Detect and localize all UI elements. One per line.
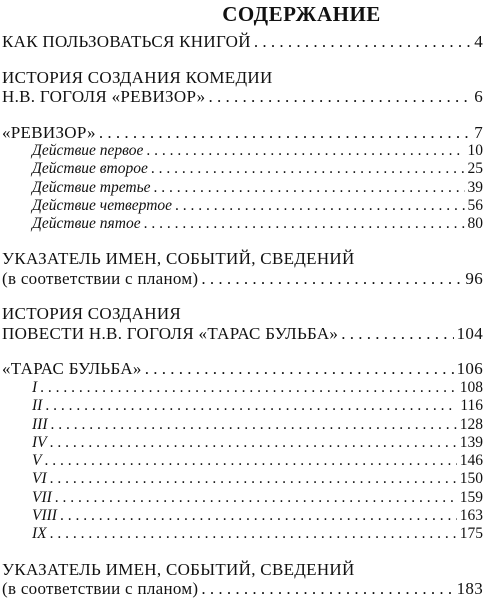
table-of-contents	[2, 32, 483, 599]
toc-entry-index-2[interactable]	[2, 579, 483, 599]
page-title: СОДЕРЖАНИЕ	[222, 2, 381, 26]
dot-leader	[208, 87, 471, 107]
toc-page-number: 128	[459, 415, 483, 433]
dot-leader	[151, 160, 465, 178]
toc-page-number: 150	[459, 470, 483, 488]
dot-leader	[99, 123, 471, 143]
dot-leader	[201, 269, 462, 289]
toc-entry-label: УКАЗАТЕЛЬ ИМЕН, СОБЫТИЙ, СВЕДЕНИЙ	[2, 559, 355, 579]
dot-leader	[51, 416, 457, 434]
toc-entry-label: УКАЗАТЕЛЬ ИМЕН, СОБЫТИЙ, СВЕДЕНИЙ	[2, 249, 355, 269]
toc-entry-act-2[interactable]	[2, 160, 483, 178]
toc-entry-label: IV	[32, 433, 47, 451]
dot-leader	[50, 434, 457, 452]
toc-entry-label: «РЕВИЗОР»	[2, 122, 96, 142]
toc-entry-label: VII	[32, 488, 52, 506]
toc-page-number: 108	[459, 378, 483, 396]
toc-entry-label: КАК ПОЛЬЗОВАТЬСЯ КНИГОЙ	[2, 32, 251, 51]
toc-entry-act-1[interactable]	[2, 142, 483, 160]
toc-page-number: 159	[459, 488, 483, 506]
toc-entry-label: ПОВЕСТИ Н.В. ГОГОЛЯ «ТАРАС БУЛЬБА»	[2, 323, 339, 343]
toc-entry-label: Действие первое	[32, 142, 144, 159]
toc-page-number: 80	[467, 215, 483, 233]
toc-entry-label: ИСТОРИЯ СОЗДАНИЯ	[2, 304, 182, 324]
toc-entry-label: ИСТОРИЯ СОЗДАНИЯ КОМЕДИИ	[2, 67, 273, 87]
toc-entry-label: II	[32, 397, 43, 415]
toc-page-number: 96	[465, 268, 483, 288]
toc-entry-chapter-2[interactable]	[2, 397, 483, 415]
toc-page-number: 104	[456, 323, 483, 343]
toc-page-number: 116	[460, 397, 483, 415]
toc-entry-label: «ТАРАС БУЛЬБА»	[2, 359, 142, 379]
toc-entry-label: Действие второе	[32, 160, 148, 178]
toc-page-number: 4	[474, 32, 483, 51]
toc-page-number: 39	[467, 178, 483, 196]
toc-page-number: 7	[474, 122, 483, 142]
dot-leader	[201, 579, 453, 599]
toc-entry-revizor[interactable]	[2, 123, 483, 143]
toc-entry-label: I	[32, 378, 38, 396]
toc-entry-chapter-7[interactable]	[2, 489, 483, 507]
dot-leader	[154, 179, 465, 197]
toc-entry-label: VIII	[32, 507, 57, 525]
toc-entry-label: Действие пятое	[32, 215, 141, 233]
toc-entry-chapter-4[interactable]	[2, 434, 483, 452]
toc-entry-chapter-3[interactable]	[2, 416, 483, 434]
toc-entry-act-3[interactable]	[2, 179, 483, 197]
toc-page-number: 175	[459, 525, 483, 543]
toc-entry-label: (в соответствии с планом)	[2, 268, 199, 288]
toc-page-number: 146	[459, 452, 483, 470]
dot-leader	[60, 507, 457, 525]
toc-entry-heading-line	[2, 249, 483, 269]
toc-entry-chapter-8[interactable]	[2, 507, 483, 525]
toc-entry-index-1[interactable]	[2, 269, 483, 289]
dot-leader	[44, 452, 456, 470]
toc-page-number: 56	[467, 196, 483, 214]
toc-entry-heading-line	[2, 304, 483, 324]
toc-page-number: 139	[459, 433, 483, 451]
toc-page-number: 6	[474, 87, 483, 106]
toc-entry-heading-line	[2, 68, 483, 88]
toc-entry-label: Н.В. ГОГОЛЯ «РЕВИЗОР»	[2, 87, 206, 106]
dot-leader	[146, 142, 464, 160]
toc-entry-label: IX	[32, 525, 47, 543]
toc-page-number: 25	[467, 160, 483, 178]
dot-leader	[40, 379, 457, 397]
toc-entry-label: (в соответствии с планом)	[2, 579, 199, 599]
toc-entry-label: V	[32, 452, 42, 470]
toc-entry-label: Действие четвертое	[32, 196, 173, 214]
toc-entry-chapter-6[interactable]	[2, 470, 483, 488]
dot-leader	[145, 359, 454, 379]
dot-leader	[50, 470, 457, 488]
toc-entry-act-4[interactable]	[2, 197, 483, 215]
toc-page-number: 10	[467, 142, 483, 159]
dot-leader	[144, 215, 465, 233]
toc-entry-label: III	[32, 415, 48, 433]
toc-entry-chapter-9[interactable]	[2, 525, 483, 543]
toc-entry-act-5[interactable]	[2, 215, 483, 233]
dot-leader	[45, 397, 457, 415]
toc-page-number: 163	[459, 507, 483, 525]
toc-page-number: 106	[456, 359, 483, 379]
dot-leader	[175, 197, 464, 215]
toc-entry-how-to-use[interactable]	[2, 32, 483, 52]
toc-page-number: 183	[456, 579, 483, 599]
dot-leader	[341, 324, 453, 344]
toc-entry-taras[interactable]	[2, 359, 483, 379]
toc-entry-heading-line	[2, 560, 483, 580]
toc-entry-revizor-history[interactable]	[2, 87, 483, 107]
dot-leader	[50, 525, 457, 543]
toc-entry-chapter-5[interactable]	[2, 452, 483, 470]
toc-entry-taras-history[interactable]	[2, 324, 483, 344]
dot-leader	[254, 32, 471, 52]
toc-entry-label: VI	[32, 470, 47, 488]
toc-entry-chapter-1[interactable]	[2, 379, 483, 397]
toc-entry-label: Действие третье	[32, 178, 151, 196]
dot-leader	[55, 489, 457, 507]
